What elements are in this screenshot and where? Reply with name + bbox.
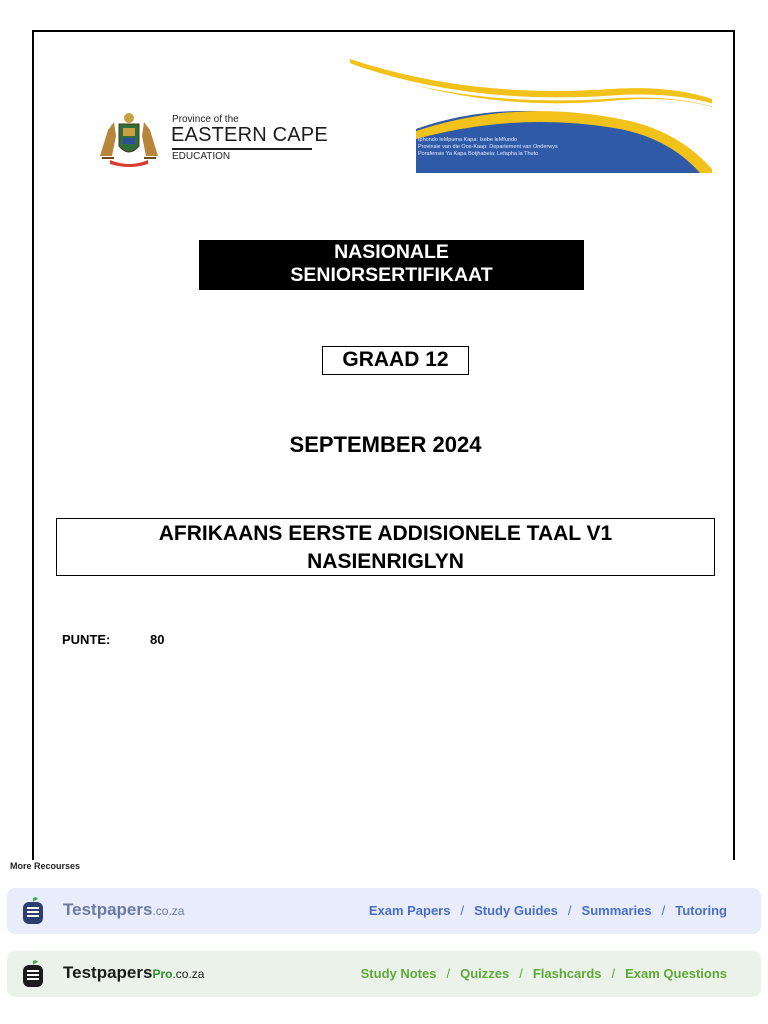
logo-divider	[172, 148, 312, 150]
link-summaries[interactable]: Summaries	[581, 903, 652, 918]
subject-line-2: NASIENRIGLYN	[307, 550, 464, 573]
link-study-notes[interactable]: Study Notes	[360, 966, 437, 981]
testpaperspro-links	[361, 966, 727, 981]
link-exam-questions[interactable]: Exam Questions	[625, 966, 727, 981]
logo-line-3: EDUCATION	[172, 151, 231, 162]
coat-of-arms-icon	[92, 110, 166, 168]
testpapers-promo-bar[interactable]	[7, 888, 761, 934]
banner-line-1: Iphondo leMpuma Kapa: Isebe leMfundo	[418, 137, 518, 143]
book-icon	[19, 896, 47, 926]
grade-label: GRAAD 12	[322, 346, 469, 375]
title-line-1: NASIONALE	[334, 241, 449, 263]
brand-accent: Pro	[152, 967, 173, 981]
link-separator: /	[460, 903, 465, 918]
book-icon	[19, 959, 47, 989]
certificate-title	[199, 240, 584, 290]
document-page	[32, 30, 735, 860]
testpapers-brand[interactable]	[63, 900, 184, 920]
link-quizzes[interactable]: Quizzes	[460, 966, 510, 981]
brand-domain: .co.za	[172, 967, 205, 981]
link-separator: /	[519, 966, 523, 981]
subject-title	[56, 518, 715, 576]
link-study-guides[interactable]: Study Guides	[474, 903, 558, 918]
title-line-2: SENIORSERTIFIKAAT	[290, 264, 493, 286]
testpaperspro-promo-bar[interactable]	[7, 951, 761, 997]
brand-name: Testpapers	[63, 963, 153, 982]
more-resources-heading: More Recourses	[10, 861, 81, 871]
marks-row	[62, 632, 165, 647]
link-exam-papers[interactable]: Exam Papers	[368, 903, 451, 918]
link-tutoring[interactable]: Tutoring	[675, 903, 727, 918]
logo-line-2: EASTERN CAPE	[171, 124, 328, 146]
marks-value: 80	[150, 632, 165, 647]
subject-line-1: AFRIKAANS EERSTE ADDISIONELE TAAL V1	[158, 522, 613, 545]
link-flashcards[interactable]: Flashcards	[532, 966, 602, 981]
banner-text	[418, 137, 558, 158]
marks-label: PUNTE:	[62, 632, 111, 647]
eastern-cape-education-logo	[92, 110, 332, 174]
exam-date: SEPTEMBER 2024	[289, 432, 482, 457]
link-separator: /	[567, 903, 572, 918]
logo-line-1: Province of the	[172, 114, 239, 125]
department-banner	[350, 59, 712, 173]
link-separator: /	[446, 966, 451, 981]
banner-line-3: Porafensie Ya Kapa Botjhabela: Lefapha la Thuto	[418, 151, 539, 157]
brand-name: Testpapers	[63, 900, 153, 919]
banner-line-2: Provinsie van die Oos-Kaap: Departement van Onderwys	[418, 144, 558, 150]
testpapers-links	[369, 903, 727, 918]
link-separator: /	[611, 966, 616, 981]
testpaperspro-brand[interactable]	[63, 963, 204, 983]
link-separator: /	[661, 903, 666, 918]
brand-domain: .co.za	[152, 904, 185, 918]
